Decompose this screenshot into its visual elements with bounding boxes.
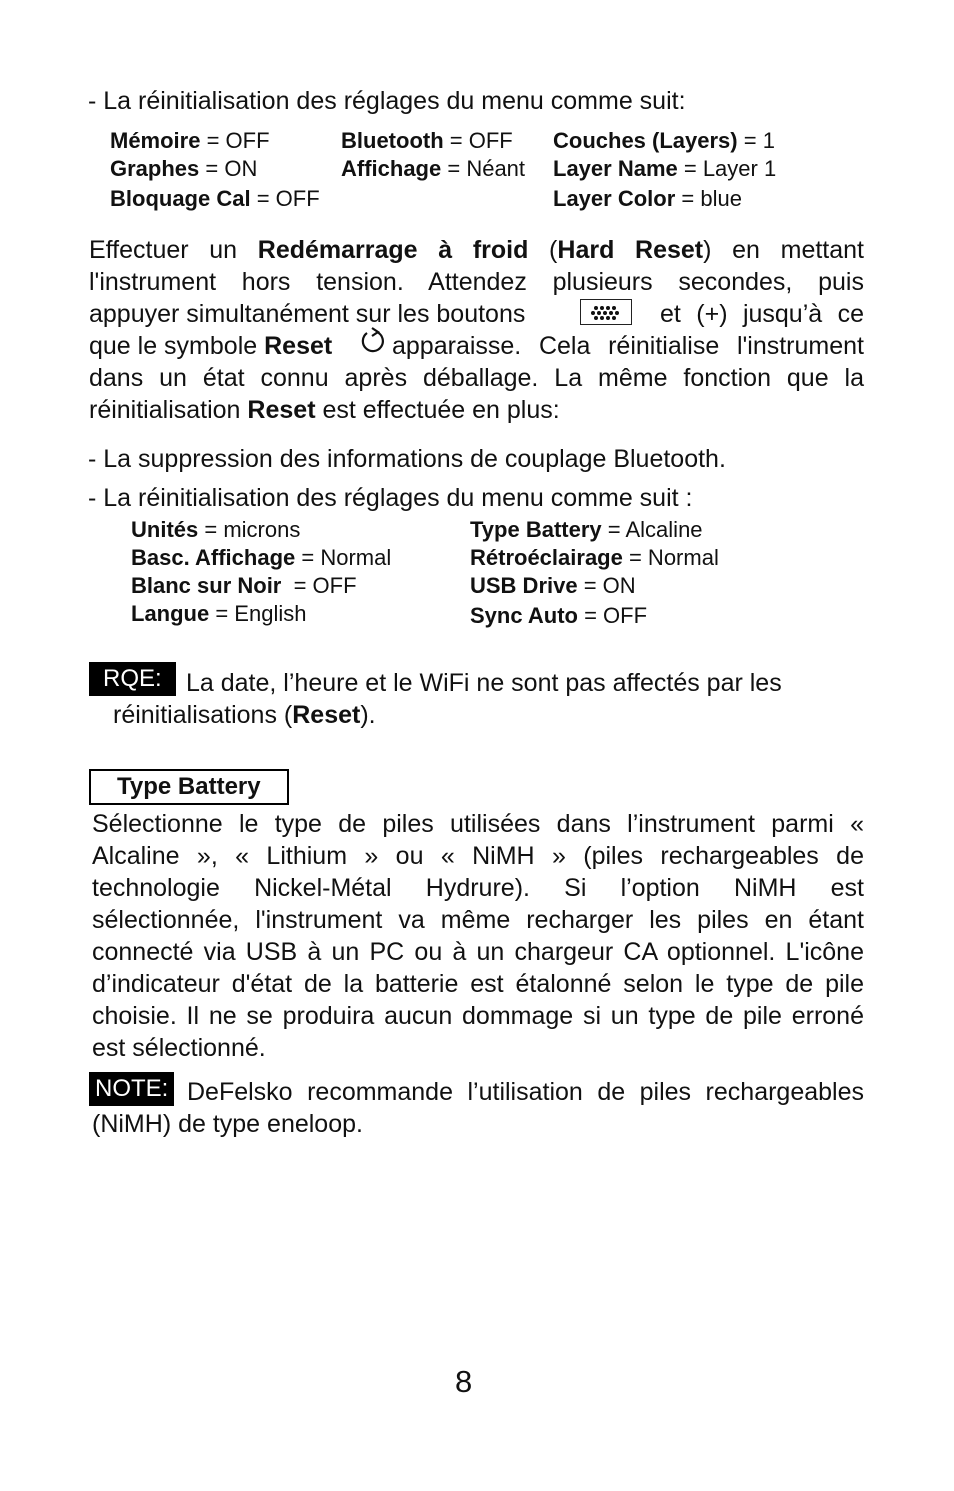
setting-bloquage-cal: Bloquage Cal = OFF [110, 186, 320, 211]
hardreset-line-6: réinitialisation Reset est effectuée en plus: [89, 396, 560, 424]
setting-graphes: Graphes = ON [110, 156, 258, 181]
note-line-2: (NiMH) de type eneloop. [92, 1110, 363, 1138]
setting-memoire: Mémoire = OFF [110, 128, 270, 153]
hardreset-line-3b: et (+) jusqu’à ce [660, 300, 864, 328]
battery-line: choisie. Il ne se produira aucun dommage si un type de pile erroné [92, 1002, 864, 1030]
battery-line: est sélectionné. [92, 1034, 266, 1062]
rqe-line-1: La date, l’heure et le WiFi ne sont pas affectés par les [186, 669, 782, 697]
battery-line: sélectionnée, l'instrument va même recharger les piles en étant [92, 906, 864, 934]
setting-blanc-sur-noir: Blanc sur Noir = OFF [131, 573, 357, 598]
page-number: 8 [455, 1364, 473, 1399]
setting-langue: Langue = English [131, 601, 307, 626]
battery-line: Alcaline », « Lithium » ou « NiMH » (piles rechargeables de [92, 842, 864, 870]
note-line-1: DeFelsko recommande l’utilisation de piles rechargeables [187, 1078, 864, 1106]
setting-retroeclairage: Rétroéclairage = Normal [470, 545, 719, 570]
hardreset-line-4c: apparaisse. Cela réinitialise l'instrument [392, 332, 864, 360]
battery-line: connecté via USB à un PC ou à un chargeur CA optionnel. L'icône [92, 938, 864, 966]
setting-usb-drive: USB Drive = ON [470, 573, 636, 598]
menu-reset-bullet: - La réinitialisation des réglages du menu comme suit: [88, 87, 686, 115]
setting-sync-auto: Sync Auto = OFF [470, 603, 648, 628]
setting-bluetooth: Bluetooth = OFF [341, 128, 513, 153]
hardreset-line-4a: que le symbole Reset [89, 332, 333, 360]
setting-layer-color: Layer Color = blue [553, 186, 742, 211]
battery-line: d’indicateur d'état de la batterie est étalonné selon le type de pile [92, 970, 864, 998]
battery-line: technologie Nickel-Métal Hydrure). Si l’option NiMH est [92, 874, 864, 902]
menu-reset-bullet-2: - La réinitialisation des réglages du menu comme suit : [88, 484, 693, 512]
setting-type-battery: Type Battery = Alcaline [470, 517, 703, 542]
rqe-tag: RQE: [89, 662, 176, 696]
bluetooth-bullet: - La suppression des informations de couplage Bluetooth. [88, 445, 726, 473]
type-battery-heading: Type Battery [89, 769, 289, 805]
keypad-button-icon [580, 299, 632, 325]
setting-layer-name: Layer Name = Layer 1 [553, 156, 777, 181]
setting-unites: Unités = microns [131, 517, 301, 542]
hardreset-line-3a: appuyer simultanément sur les boutons [89, 300, 526, 328]
setting-couches: Couches (Layers) = 1 [553, 128, 775, 153]
rqe-line-2: réinitialisations (Reset). [113, 701, 376, 729]
hardreset-line-5: dans un état connu après déballage. La même fonction que la [89, 364, 864, 392]
reset-icon [358, 327, 388, 357]
setting-affichage: Affichage = Néant [341, 156, 526, 181]
setting-basc-affichage: Basc. Affichage = Normal [131, 545, 392, 570]
hardreset-line-1: Effectuer un Redémarrage à froid (Hard Reset) en mettant [89, 236, 864, 264]
hardreset-line-2: l'instrument hors tension. Attendez plusieurs secondes, puis [89, 268, 864, 296]
battery-line: Sélectionne le type de piles utilisées dans l’instrument parmi « [92, 810, 864, 838]
note-tag: NOTE: [89, 1072, 174, 1106]
